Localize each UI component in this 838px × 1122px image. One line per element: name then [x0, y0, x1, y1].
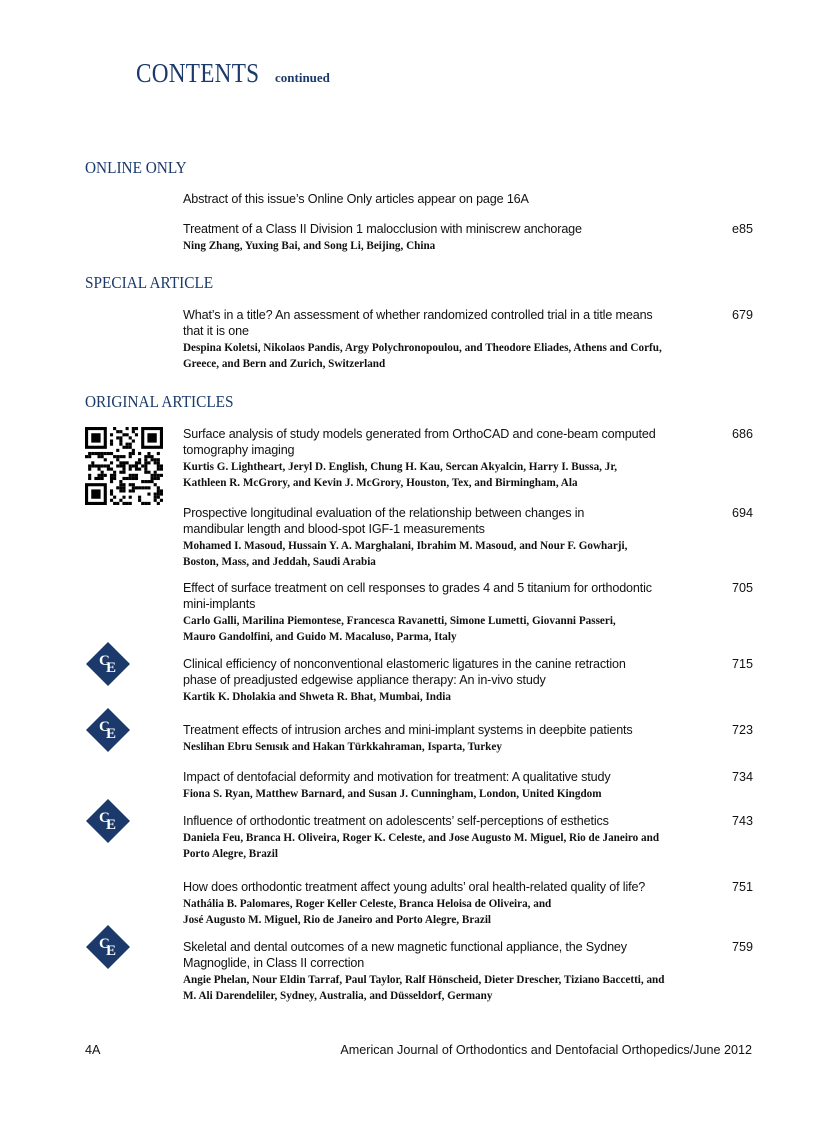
page-number: 723 [732, 723, 754, 737]
article-authors-line: Boston, Mass, and Jeddah, Saudi Arabia [183, 554, 376, 568]
article-title-line[interactable]: mandibular length and blood-spot IGF-1 measurements [183, 522, 485, 536]
toc-entry[interactable] [183, 307, 753, 371]
toc-entry[interactable] [183, 505, 753, 569]
article-title-line[interactable]: Clinical efficiency of nonconventional elastomeric ligatures in the canine retraction [183, 657, 626, 671]
article-authors-line: Mauro Gandolfini, and Guido M. Macaluso, Parma, Italy [183, 629, 457, 643]
article-authors-line: José Augusto M. Miguel, Rio de Janeiro and Porto Alegre, Brazil [183, 912, 492, 926]
article-authors-line: Ning Zhang, Yuxing Bai, and Song Li, Beijing, China [183, 238, 436, 252]
article-authors-line: Despina Koletsi, Nikolaos Pandis, Argy Polychronopoulou, and Theodore Eliades, Athens and Corfu, [183, 340, 662, 354]
article-authors-line: Kurtis G. Lightheart, Jeryl D. English, Chung H. Kau, Sercan Akyalcin, Harry I. Bussa, Jr, [183, 459, 618, 473]
article-authors-line: Fiona S. Ryan, Matthew Barnard, and Susan J. Cunningham, London, United Kingdom [183, 786, 602, 800]
toc-entry[interactable] [183, 813, 753, 861]
article-authors-line: Carlo Galli, Marilina Piemontese, Francesca Ravanetti, Simone Lumetti, Giovanni Passeri, [183, 613, 616, 627]
article-title-line[interactable]: mini-implants [183, 597, 256, 611]
page-number: 705 [732, 581, 754, 595]
page-number: 694 [732, 506, 754, 520]
toc-entry[interactable] [183, 722, 753, 754]
ce-credit-icon [86, 642, 130, 686]
svg-text:C: C [99, 719, 110, 735]
article-authors-line: Nathália B. Palomares, Roger Keller Celeste, Branca Heloisa de Oliveira, and [183, 896, 552, 910]
article-title-line[interactable]: What’s in a title? An assessment of whether randomized controlled trial in a title means [183, 308, 653, 322]
article-title-line[interactable]: Magnoglide, in Class II correction [183, 956, 365, 970]
toc-entry[interactable] [183, 580, 753, 644]
svg-text:E: E [106, 943, 117, 959]
section-heading: ORIGINAL ARTICLES [85, 392, 234, 411]
svg-text:C: C [99, 810, 110, 826]
article-authors-line: Porto Alegre, Brazil [183, 846, 278, 860]
article-authors-line: Kathleen R. McGrory, and Kevin J. McGrory, Houston, Tex, and Birmingham, Ala [183, 475, 578, 489]
svg-text:C: C [99, 936, 110, 952]
article-authors-line: Neslihan Ebru Senısık and Hakan Türkkahraman, Isparta, Turkey [183, 739, 502, 753]
article-title-line[interactable]: Impact of dentofacial deformity and motivation for treatment: A qualitative study [183, 770, 611, 784]
qr-code-icon[interactable] [85, 427, 163, 510]
page-title: CONTENTS [136, 58, 260, 88]
article-title-line[interactable]: that it is one [183, 324, 249, 338]
toc-entry[interactable] [183, 656, 753, 704]
article-title-line[interactable]: Prospective longitudinal evaluation of the relationship between changes in [183, 506, 585, 520]
article-authors-line: Angie Phelan, Nour Eldin Tarraf, Paul Taylor, Ralf Hönscheid, Dieter Drescher, Tiziano Baccetti, and [183, 972, 665, 986]
ce-credit-icon [86, 925, 130, 969]
article-authors-line: Kartik K. Dholakia and Shweta R. Bhat, Mumbai, India [183, 689, 451, 703]
svg-text:E: E [106, 817, 117, 833]
article-title-line[interactable]: Treatment of a Class II Division 1 malocclusion with miniscrew anchorage [183, 222, 582, 236]
page-number: 715 [732, 657, 754, 671]
article-title-line[interactable]: tomography imaging [183, 443, 295, 457]
ce-credit-icon [86, 799, 130, 843]
article-title-line[interactable]: How does orthodontic treatment affect young adults’ oral health-related quality of life? [183, 880, 646, 894]
footer-journal: American Journal of Orthodontics and Dentofacial Orthopedics/June 2012 [340, 1043, 752, 1057]
article-authors-line: M. Ali Darendeliler, Sydney, Australia, and Düsseldorf, Germany [183, 988, 493, 1002]
page-number: 686 [732, 427, 754, 441]
svg-text:C: C [99, 653, 110, 669]
page-number: e85 [732, 222, 754, 236]
page-subtitle: continued [275, 70, 330, 85]
article-title-line[interactable]: Influence of orthodontic treatment on adolescents’ self-perceptions of esthetics [183, 814, 609, 828]
article-authors-line: Greece, and Bern and Zurich, Switzerland [183, 356, 386, 370]
toc-entry[interactable] [183, 426, 753, 490]
toc-entry[interactable] [183, 221, 753, 253]
toc-entry[interactable] [183, 769, 753, 801]
article-title-line[interactable]: Abstract of this issue’s Online Only articles appear on page 16A [183, 192, 529, 206]
article-title-line[interactable]: Effect of surface treatment on cell responses to grades 4 and 5 titanium for orthodontic [183, 581, 652, 595]
article-title-line[interactable]: Skeletal and dental outcomes of a new magnetic functional appliance, the Sydney [183, 940, 627, 954]
toc-entry[interactable] [183, 191, 753, 207]
page-number: 743 [732, 814, 754, 828]
footer-page-number: 4A [85, 1043, 101, 1057]
article-title-line[interactable]: Surface analysis of study models generated from OrthoCAD and cone-beam computed [183, 427, 656, 441]
article-authors-line: Mohamed I. Masoud, Hussain Y. A. Marghalani, Ibrahim M. Masoud, and Nour F. Gowharji, [183, 538, 628, 552]
toc-entry[interactable] [183, 879, 753, 927]
page-number: 759 [732, 940, 754, 954]
page-number: 679 [732, 308, 754, 322]
page-number: 734 [732, 770, 754, 784]
toc-entry[interactable] [183, 939, 753, 1003]
section-heading: SPECIAL ARTICLE [85, 273, 214, 292]
article-title-line[interactable]: phase of preadjusted edgewise appliance therapy: An in-vivo study [183, 673, 546, 687]
svg-text:E: E [106, 726, 117, 742]
svg-text:E: E [106, 660, 117, 676]
page-number: 751 [732, 880, 754, 894]
article-authors-line: Daniela Feu, Branca H. Oliveira, Roger K. Celeste, and Jose Augusto M. Miguel, Rio de Janeiro and [183, 830, 660, 844]
ce-credit-icon [86, 708, 130, 752]
section-heading: ONLINE ONLY [85, 158, 187, 177]
article-title-line[interactable]: Treatment effects of intrusion arches and mini-implant systems in deepbite patients [183, 723, 633, 737]
